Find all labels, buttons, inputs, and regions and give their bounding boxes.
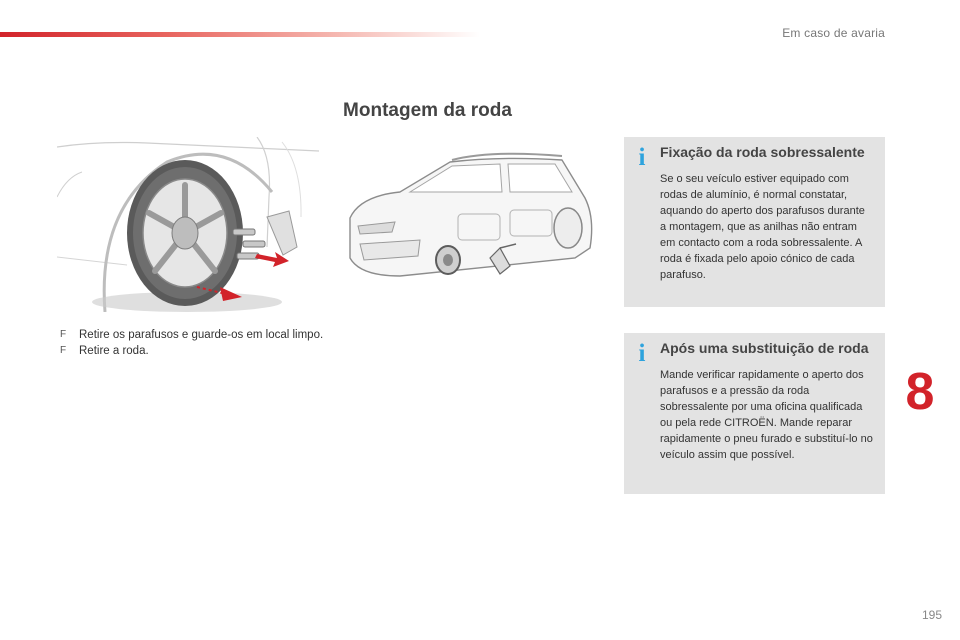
chapter-number: 8 — [905, 363, 935, 421]
info-box-spare-wheel — [624, 137, 885, 307]
info-box-text: Mande verificar rapidamente o aperto dos parafusos e a pressão da roda sobressalente por uma oficina qualificada ou pela rede CITROËN. Mande reparar rapidamente o pneu furado e substituí-lo no veículo assim que possível. — [660, 369, 873, 461]
step-bullet: F — [60, 329, 67, 340]
step-text: Retire a roda. — [79, 345, 149, 357]
info-icon: i — [638, 144, 646, 171]
car-illustration — [340, 148, 602, 298]
page-number: 195 — [921, 608, 942, 622]
header-accent-bar — [0, 32, 480, 37]
page-title: Montagem da roda — [343, 100, 512, 121]
info-box-title: Fixação da roda sobressalente — [660, 144, 865, 160]
step-text: Retire os parafusos e guarde-os em local limpo. — [79, 329, 324, 341]
section-title: Em caso de avaria — [782, 26, 885, 40]
instruction-steps — [60, 327, 330, 359]
step-bullet: F — [60, 345, 67, 356]
info-icon: i — [638, 340, 646, 367]
list-item — [60, 327, 330, 343]
wheel-removal-illustration — [57, 137, 319, 312]
info-box-text: Se o seu veículo estiver equipado com rodas de alumínio, é normal constatar, aquando do aperto dos parafusos durante a montagem, que as anilhas não entram em contacto com a roda sobressalente. A roda é fixada pelo apoio cónico de cada parafuso. — [660, 173, 865, 281]
info-box-after-replacement — [624, 333, 885, 494]
info-box-title: Após uma substituição de roda — [660, 340, 869, 356]
list-item — [60, 343, 330, 359]
